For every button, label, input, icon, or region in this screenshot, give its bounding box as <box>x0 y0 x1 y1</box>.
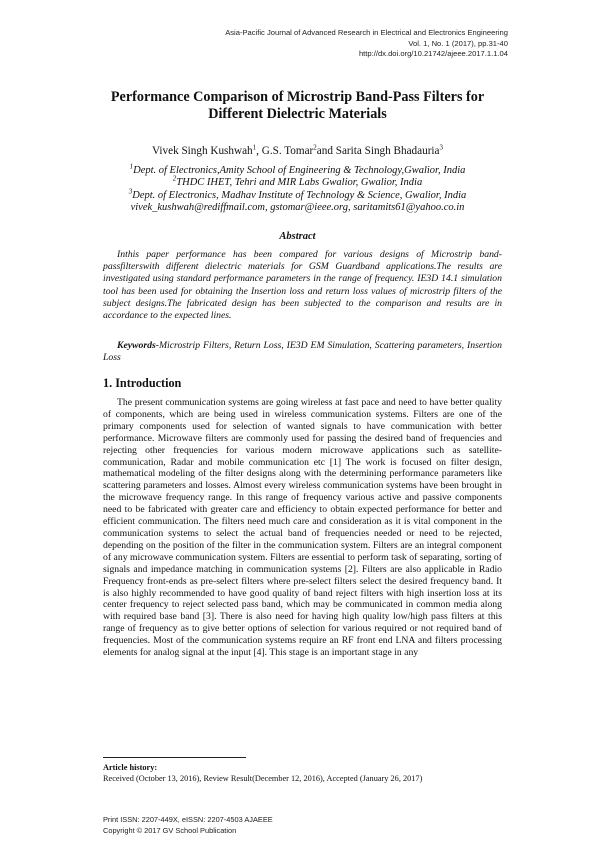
section-heading-introduction: 1. Introduction <box>103 376 182 390</box>
article-history-heading: Article history: <box>103 763 158 772</box>
abstract-heading: Abstract <box>279 231 316 242</box>
keywords-label: Keywords- <box>117 340 159 351</box>
affiliation-3 <box>70 187 525 202</box>
volume-info: Vol. 1, No. 1 (2017), pp.31-40 <box>408 38 508 48</box>
keywords <box>103 340 502 364</box>
article-history-text: Received (October 13, 2016), Review Result(December 12, 2016), Accepted (January 26, 2017) <box>103 774 423 783</box>
copyright-notice: Copyright © 2017 GV School Publication <box>103 825 237 835</box>
affiliation-3-sup: 3 <box>128 187 133 196</box>
issn-info: Print ISSN: 2207-449X, eISSN: 2207-4503 AJAEEE <box>103 815 273 824</box>
title-line-2: Different Dielectric Materials <box>208 106 387 122</box>
running-header <box>225 28 508 60</box>
affiliation-1 <box>70 162 525 177</box>
author-3-sup: 3 <box>439 143 443 152</box>
title-line-1: Performance Comparison of Microstrip Band-Pass Filters for <box>110 89 485 105</box>
author-1-sup: 1 <box>252 143 257 152</box>
paper-title <box>80 89 515 123</box>
page-footer <box>103 815 273 836</box>
doi-link[interactable]: http://dx.doi.org/10.21742/ajeee.2017.1.1.04 <box>358 49 508 58</box>
footnote-divider <box>103 757 246 758</box>
affiliations <box>70 162 525 215</box>
affiliation-2 <box>70 174 525 189</box>
affiliation-2-text: THDC IHET, Tehri and MIR Labs Gwalior, Gwalior, India <box>176 177 423 189</box>
author-emails: vivek_kushwah@rediffmail.com, gstomar@ieee.org, saritamits61@yahoo.co.in <box>130 202 465 214</box>
author-3: Sarita Singh Bhadauria <box>335 145 440 157</box>
author-1: Vivek Singh Kushwah <box>152 145 253 157</box>
author-list <box>80 144 515 158</box>
keywords-text: Microstrip Filters, Return Loss, IE3D EM Simulation, Scattering parameters, Insertion Loss <box>103 340 502 364</box>
abstract-text: Inthis paper performance has been compared for various designs of Microstrip band-passfilterswith different dielectric materials for GSM Guardband applications.The results are investigated using standard performance parameters in the range of frequency. IE3D 14.1 simulation tool has been used for obtaining the Insertion loss and return loss values of microstrip filters of the subject designs.The fabricated design has been subjected to the comparison and results are in accordance to the expected lines. <box>103 249 502 322</box>
introduction-paragraph: The present communication systems are going wireless at fast pace and need to have better quality of components, which are being used in wireless communication systems. Filters are one of the primary components used for selection of wanted signals to have communication with better performance. Microwave filters are commonly used for passing the desired band of frequencies and rejecting other frequencies for various modern microwave applications such as satellite-communication, Radar and mobile communication etc [1] The work is focused on filter design, mathematical modeling of the filter designs along with the determining performance parameters like scattering parameters and losses. Almost every wireless communication systems have been brought in the microwave frequency range. In this range of frequency various active and passive components need to be fabricated with greater care and efficiency to obtain expected performance for better and efficient communication. The filters need much care and consideration as it is vital component in the communication systems to select the actual band of frequencies needed or need to be rejected, depending on the position of the filter in the communication system. Filters are an integral component of any microwave communication system. Filters are essential to perform task of separating, sorting of signals and impedance matching in communication systems [2]. Filters are also applicable in Radio Frequency front-ends as pre-select filters where pre-select filters select the desired frequency band. It is also highly recommended to have good quality of band reject filters with high insertion loss at its center frequency to reject selected pass band, which may be communicated in common media along with required base band [3]. There is also need for having high quality low/high pass filters at this range of frequency as to give better options of selection for various required or not required band of frequencies. Most of the communication systems require an RF front end LNA and filters processing elements for analog signal at the input [4]. This stage is an important stage in any <box>103 397 502 659</box>
affiliation-1-text: Dept. of Electronics,Amity School of Engineering & Technology,Gwalior, India <box>133 165 466 176</box>
author-separator-1: , <box>256 145 262 157</box>
author-separator-2: and <box>316 145 336 157</box>
affiliation-3-text: Dept. of Electronics, Madhav Institute of Technology & Science, Gwalior, India <box>132 189 467 201</box>
affiliation-2-sup: 2 <box>172 174 177 183</box>
author-2: G.S. Tomar <box>261 145 314 157</box>
author-2-sup: 2 <box>313 143 317 152</box>
affiliation-1-sup: 1 <box>129 162 134 171</box>
journal-name: Asia-Pacific Journal of Advanced Research in Electrical and Electronics Engineering <box>225 28 508 37</box>
